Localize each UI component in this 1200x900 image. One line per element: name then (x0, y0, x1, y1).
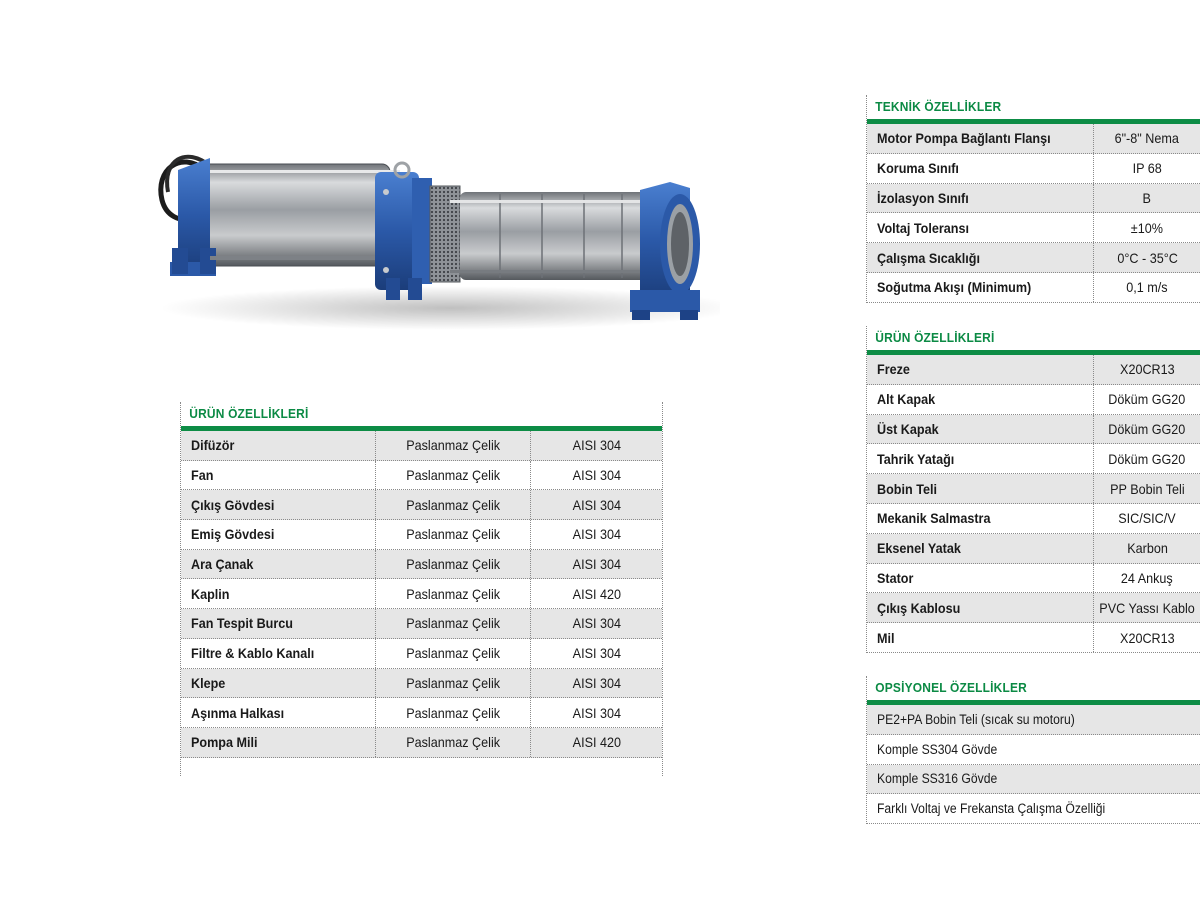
part-material: Paslanmaz Çelik (406, 734, 500, 751)
spec-value: Döküm GG20 (1108, 450, 1186, 467)
spec-value: PP Bobin Teli (1109, 480, 1185, 497)
table-row (867, 444, 1200, 474)
option-text: Komple SS316 Gövde (877, 771, 998, 787)
part-material: Paslanmaz Çelik (406, 496, 500, 513)
part-material: Paslanmaz Çelik (406, 526, 500, 543)
technical-specs-title: TEKNİK ÖZELLİKLER (875, 99, 1002, 114)
part-name: Filtre & Kablo Kanalı (191, 645, 315, 662)
part-material: Paslanmaz Çelik (406, 615, 500, 632)
spec-value: Döküm GG20 (1108, 391, 1186, 408)
part-material: Paslanmaz Çelik (406, 704, 500, 721)
part-name: Fan Tespit Burcu (191, 615, 293, 632)
table-row (867, 474, 1200, 504)
table-row (867, 213, 1200, 243)
part-grade: AISI 420 (572, 585, 621, 602)
spec-label: Bobin Teli (877, 480, 937, 497)
part-grade: AISI 304 (572, 674, 621, 691)
product-specs-right-table (866, 326, 1200, 653)
table-row (867, 593, 1200, 623)
spec-value: PVC Yassı Kablo (1099, 599, 1195, 616)
part-name: Ara Çanak (191, 556, 254, 573)
spec-value: IP 68 (1132, 160, 1162, 177)
spec-label: Çıkış Kablosu (877, 599, 961, 616)
part-grade: AISI 304 (572, 645, 621, 662)
spec-label: Tahrik Yatağı (877, 450, 955, 467)
table-row (181, 579, 662, 609)
table-row (867, 765, 1200, 795)
table-row (181, 520, 662, 550)
spec-label: Voltaj Toleransı (877, 219, 969, 236)
table-row (867, 385, 1200, 415)
table-row (867, 564, 1200, 594)
part-grade: AISI 304 (572, 526, 621, 543)
part-material: Paslanmaz Çelik (406, 585, 500, 602)
spec-value: 24 Ankuş (1121, 569, 1174, 586)
table-row (867, 273, 1200, 303)
table-row (181, 639, 662, 669)
option-text: Farklı Voltaj ve Frekansta Çalışma Özelliği (877, 801, 1106, 817)
spec-value: SIC/SIC/V (1118, 510, 1176, 527)
spec-value: B (1142, 189, 1152, 206)
table-row (181, 461, 662, 491)
part-grade: AISI 304 (572, 615, 621, 632)
spec-value: ±10% (1131, 219, 1164, 236)
table-row (867, 415, 1200, 445)
spec-label: Çalışma Sıcaklığı (877, 249, 980, 266)
spec-label: Mil (877, 629, 895, 646)
spec-label: Üst Kapak (877, 420, 939, 437)
spec-value: X20CR13 (1119, 629, 1175, 646)
product-parts-title: ÜRÜN ÖZELLİKLERİ (189, 406, 309, 421)
table-row (867, 534, 1200, 564)
product-parts-table (180, 402, 663, 776)
table-row (867, 124, 1200, 154)
option-text: Komple SS304 Gövde (877, 741, 998, 757)
part-grade: AISI 420 (572, 734, 621, 751)
table-row (867, 243, 1200, 273)
optional-features-title: OPSİYONEL ÖZELLİKLER (875, 680, 1027, 695)
table-row (867, 184, 1200, 214)
table-row (181, 728, 662, 758)
spec-value: 0°C - 35°C (1116, 249, 1178, 266)
spec-label: Mekanik Salmastra (877, 510, 991, 527)
spec-label: Koruma Sınıfı (877, 160, 959, 177)
table-row (867, 735, 1200, 765)
part-material: Paslanmaz Çelik (406, 556, 500, 573)
spec-value: 0,1 m/s (1126, 279, 1168, 296)
product-specs-right-title: ÜRÜN ÖZELLİKLERİ (875, 330, 995, 345)
table-row (867, 705, 1200, 735)
part-grade: AISI 304 (572, 704, 621, 721)
part-name: Fan (191, 467, 214, 484)
part-name: Klepe (191, 674, 226, 691)
spec-label: Alt Kapak (877, 391, 936, 408)
part-grade: AISI 304 (572, 556, 621, 573)
part-material: Paslanmaz Çelik (406, 674, 500, 691)
table-row (867, 623, 1200, 653)
part-grade: AISI 304 (572, 437, 621, 454)
table-row (181, 609, 662, 639)
part-grade: AISI 304 (572, 467, 621, 484)
spec-value: Döküm GG20 (1108, 420, 1186, 437)
table-row (181, 698, 662, 728)
table-row (181, 490, 662, 520)
pump-product-image (150, 130, 720, 340)
table-row (867, 355, 1200, 385)
part-name: Kaplin (191, 585, 230, 602)
table-row (181, 669, 662, 699)
table-row (181, 550, 662, 580)
part-name: Emiş Gövdesi (191, 526, 275, 543)
spec-value: Karbon (1126, 540, 1168, 557)
spec-value: 6"-8" Nema (1115, 130, 1180, 147)
table-row (867, 154, 1200, 184)
spec-label: Eksenel Yatak (877, 540, 961, 557)
part-name: Aşınma Halkası (191, 704, 285, 721)
part-material: Paslanmaz Çelik (406, 437, 500, 454)
spec-value: X20CR13 (1119, 361, 1175, 378)
table-row (867, 504, 1200, 534)
spec-label: İzolasyon Sınıfı (877, 189, 969, 206)
part-material: Paslanmaz Çelik (406, 467, 500, 484)
spec-label: Stator (877, 569, 914, 586)
table-row (181, 431, 662, 461)
part-name: Difüzör (191, 437, 235, 454)
optional-features-table (866, 676, 1200, 824)
table-row (867, 794, 1200, 824)
part-name: Pompa Mili (191, 734, 258, 751)
spec-label: Freze (877, 361, 910, 378)
part-name: Çıkış Gövdesi (191, 496, 275, 513)
spec-label: Motor Pompa Bağlantı Flanşı (877, 130, 1051, 147)
option-text: PE2+PA Bobin Teli (sıcak su motoru) (877, 711, 1075, 727)
part-grade: AISI 304 (572, 496, 621, 513)
spec-label: Soğutma Akışı (Minimum) (877, 279, 1032, 296)
part-material: Paslanmaz Çelik (406, 645, 500, 662)
technical-specs-table (866, 95, 1200, 303)
